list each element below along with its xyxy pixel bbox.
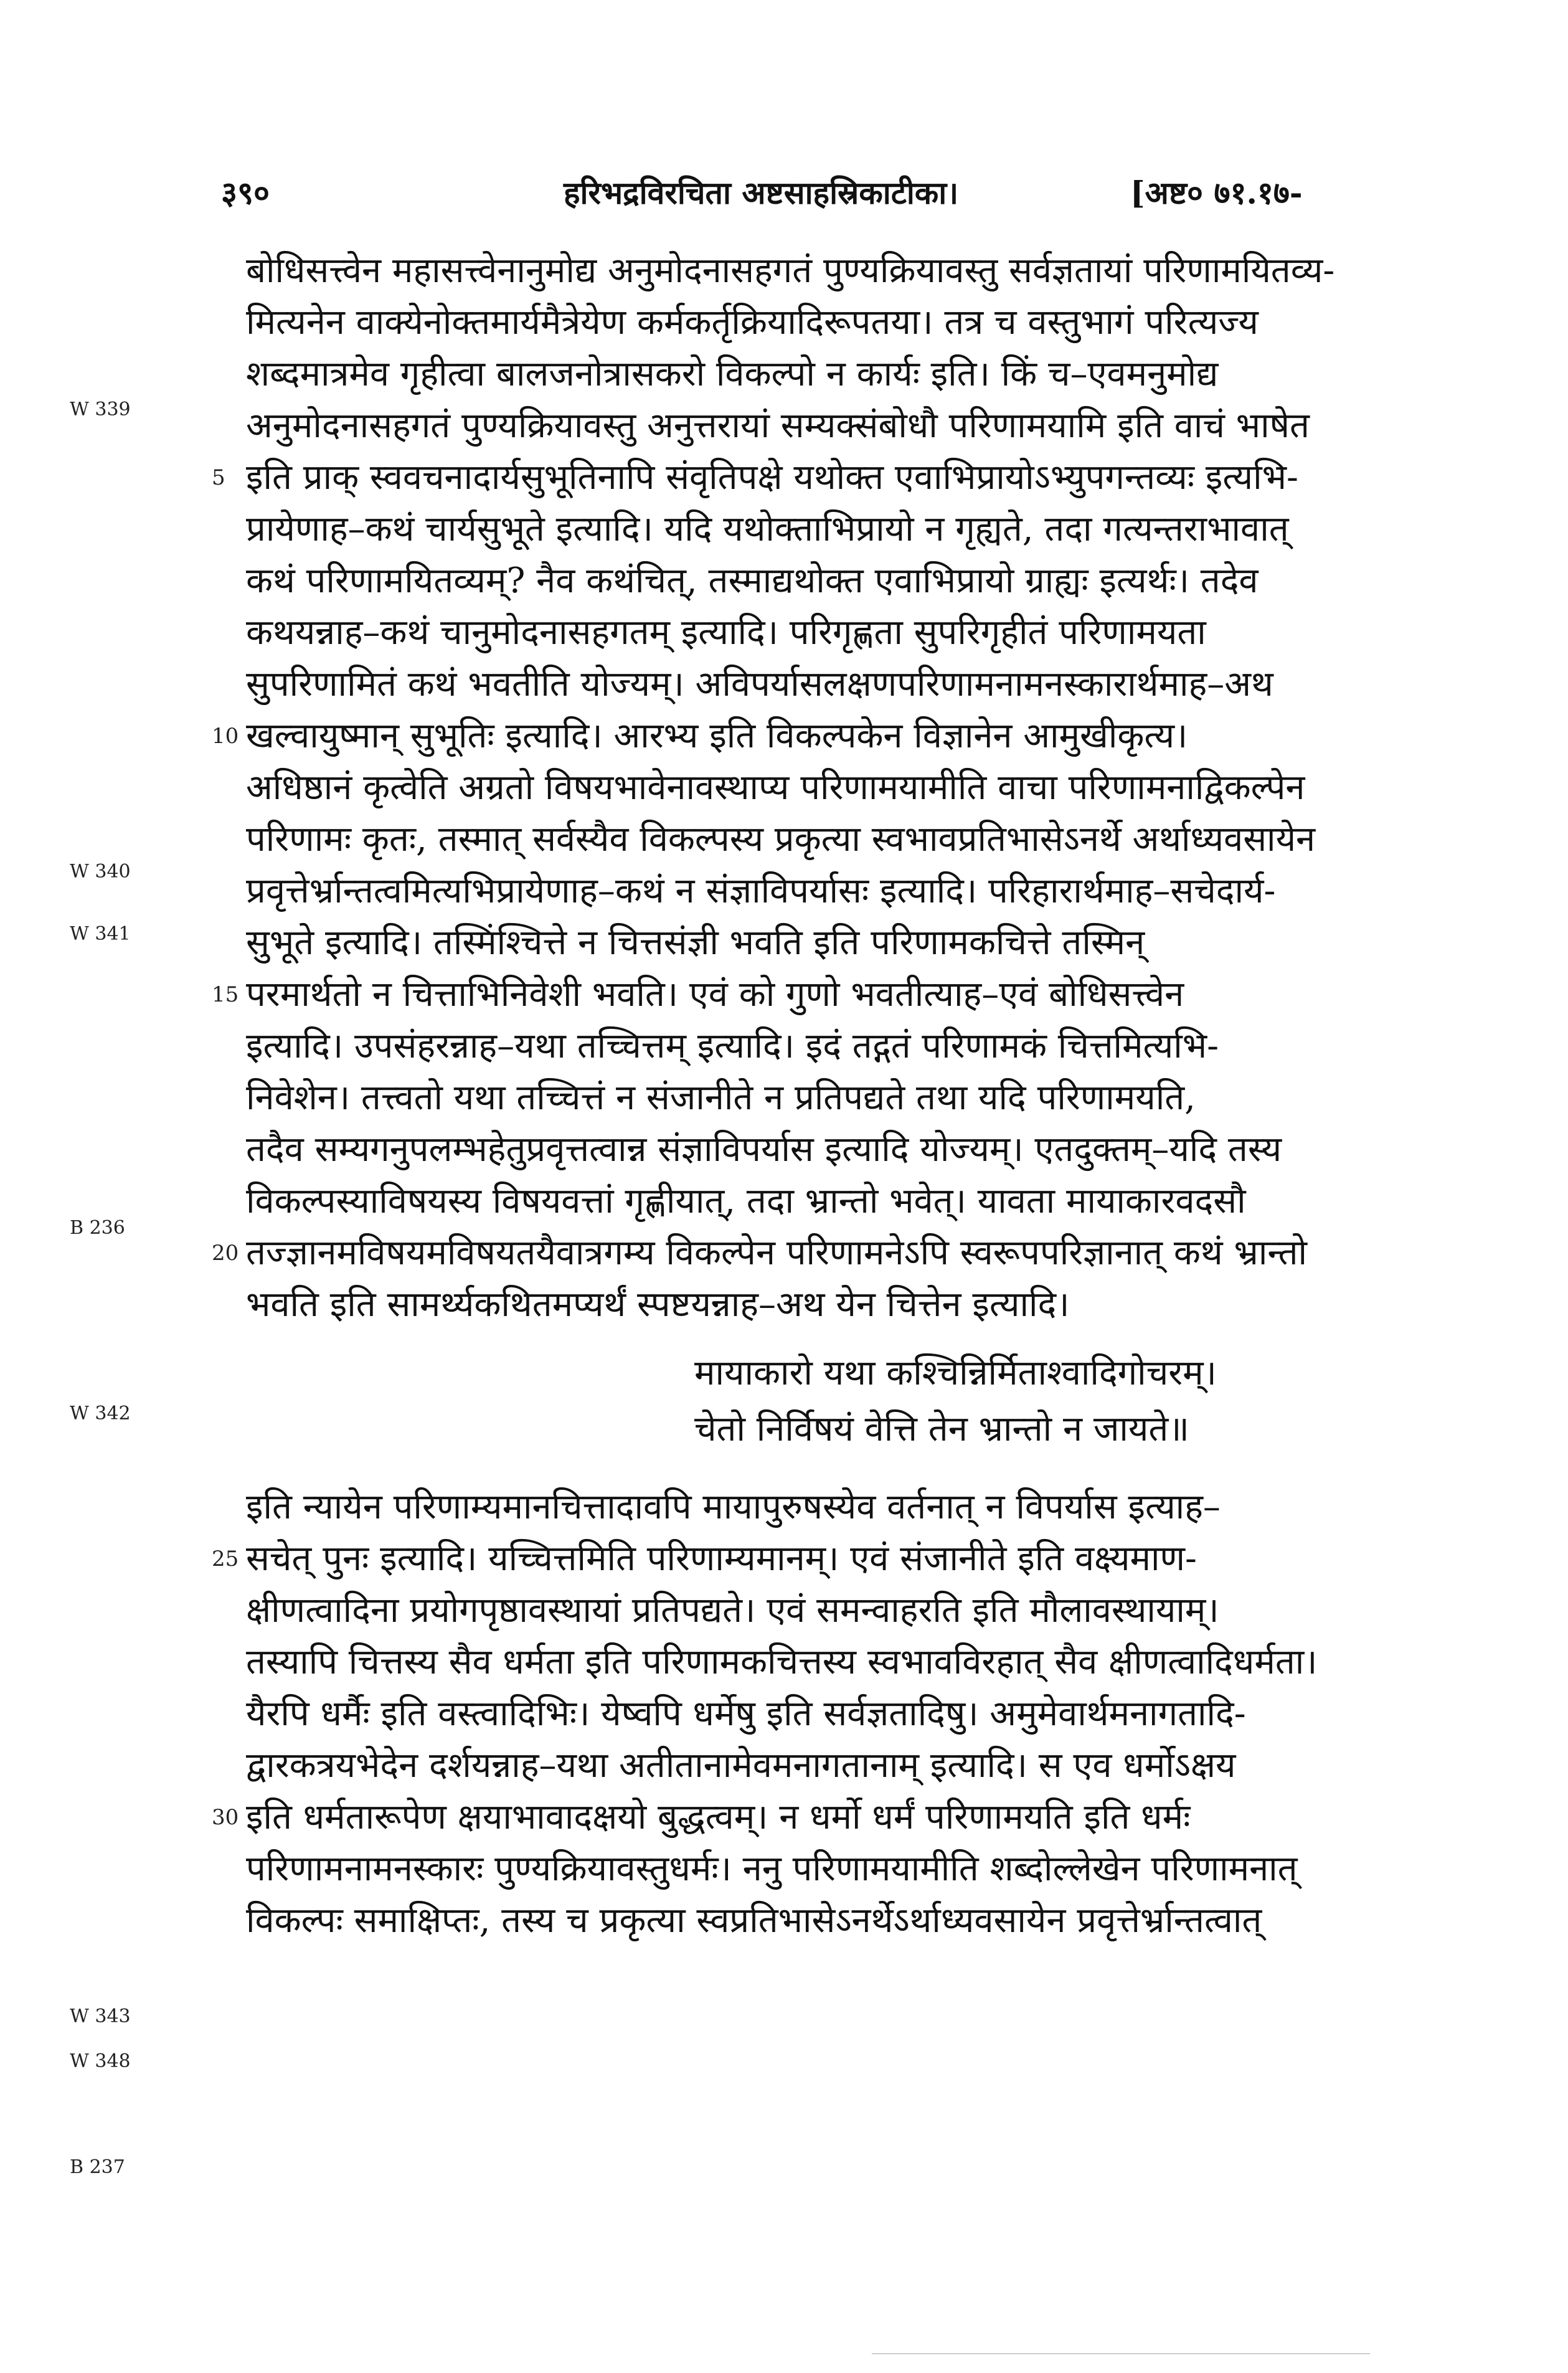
line-number: 30 [212, 1805, 239, 1830]
margin-ref: B 236 [70, 1217, 125, 1239]
text-line: अधिष्ठानं कृत्वेति अग्रतो विषयभावेनावस्थाप्य परिणामयामीति वाचा परिणामनाद्विकल्पेन [246, 767, 1305, 808]
margin-ref: W 343 [70, 2006, 131, 2027]
text-line: परिणामः कृतः, तस्मात् सर्वस्यैव विकल्पस्य प्रकृत्या स्वभावप्रतिभासेऽनर्थे अर्थाध्यवसायेन [246, 819, 1316, 860]
section-reference: [अष्ट० ७१.१७- [1130, 174, 1303, 211]
text-line [212, 708, 1435, 764]
margin-ref: W 340 [70, 861, 131, 883]
line-number: 25 [212, 1546, 239, 1571]
line-number: 20 [212, 1241, 239, 1266]
line-number: 10 [212, 724, 239, 749]
text-line: अनुमोदनासहगतं पुण्यक्रियावस्तु अनुत्तरायां सम्यक्संबोधौ परिणामयामि इति वाचं भाषेत [246, 405, 1310, 446]
text-line-content: खल्वायुष्मान् सुभूतिः इत्यादि। आरभ्य इति विकल्पकेन विज्ञानेन आमुखीकृत्य। [246, 716, 1188, 756]
line-number: 5 [212, 465, 225, 490]
text-line: मित्यनेन वाक्येनोक्तमार्यमैत्रेयेण कर्मकर्तृक्रियादिरूपतया। तत्र च वस्तुभागं परित्यज्य [246, 302, 1259, 343]
text-line: प्रायेणाह–कथं चार्यसुभूते इत्यादि। यदि यथोक्ताभिप्रायो न गृह्यते, तदा गत्यन्तराभावात् [246, 509, 1289, 549]
text-line: इत्यादि। उपसंहरन्नाह–यथा तच्चित्तम् इत्यादि। इदं तद्गतं परिणामकं चित्तमित्यभि- [246, 1026, 1219, 1066]
text-line [212, 1225, 1435, 1281]
text-line: परिणामनामनस्कारः पुण्यक्रियावस्तुधर्मः। ननु परिणामयामीति शब्दोल्लेखेन परिणामनात् [246, 1849, 1298, 1889]
text-line: कथं परिणामयितव्यम्? नैव कथंचित्, तस्माद्यथोक्त एवाभिप्रायो ग्राह्यः इत्यर्थः। तदेव [246, 561, 1259, 601]
text-line: सुपरिणामितं कथं भवतीति योज्यम्। अविपर्यासलक्षणपरिणामनामनस्कारार्थमाह–अथ [246, 664, 1273, 704]
text-line-content: इति धर्मतारूपेण क्षयाभावादक्षयो बुद्धत्वम्। न धर्मो धर्मं परिणामयति इति धर्मः [246, 1797, 1191, 1837]
margin-ref: W 339 [70, 399, 131, 420]
text-line: सुभूते इत्यादि। तस्मिंश्चित्ते न चित्तसंज्ञी भवति इति परिणामकचित्ते तस्मिन् [246, 922, 1145, 963]
verse-line: मायाकारो यथा कश्चिन्निर्मिताश्वादिगोचरम्। [694, 1353, 1217, 1393]
text-line: तदैव सम्यगनुपलम्भहेतुप्रवृत्तत्वान्न संज्ञाविपर्यास इत्यादि योज्यम्। एतदुक्तम्–यदि तस्य [246, 1129, 1282, 1170]
bottom-rule [872, 2353, 1370, 2354]
text-line [212, 1531, 1435, 1587]
text-line: प्रवृत्तेर्भ्रान्तत्वमित्यभिप्रायेणाह–कथं न संज्ञाविपर्यासः इत्यादि। परिहारार्थमाह–सचेदार्य- [246, 871, 1276, 911]
text-line-content: सचेत् पुनः इत्यादि। यच्चित्तमिति परिणाम्यमानम्। एवं संजानीते इति वक्ष्यमाण- [246, 1538, 1197, 1579]
margin-ref: W 342 [70, 1403, 131, 1424]
margin-ref: W 348 [70, 2050, 131, 2072]
margin-ref: W 341 [70, 923, 131, 945]
text-line: यैरपि धर्मैः इति वस्त्वादिभिः। येष्वपि धर्मेषु इति सर्वज्ञतादिषु। अमुमेवार्थमनागतादि- [246, 1693, 1246, 1734]
text-line: विकल्पः समाक्षिप्तः, तस्य च प्रकृत्या स्वप्रतिभासेऽनर्थेऽर्थाध्यवसायेन प्रवृत्तेर्भ्रान्तत्वात् [246, 1900, 1262, 1941]
text-line: क्षीणत्वादिना प्रयोगपृष्ठावस्थायां प्रतिपद्यते। एवं समन्वाहरति इति मौलावस्थायाम्। [246, 1590, 1219, 1631]
verse-line: चेतो निर्विषयं वेत्ति तेन भ्रान्तो न जायते॥ [694, 1409, 1189, 1449]
text-line: तस्यापि चित्तस्य सैव धर्मता इति परिणामकचित्तस्य स्वभावविरहात् सैव क्षीणत्वादिधर्मता। [246, 1642, 1318, 1682]
text-line: निवेशेन। तत्त्वतो यथा तच्चित्तं न संजानीते न प्रतिपद्यते तथा यदि परिणामयति, [246, 1078, 1196, 1118]
text-line: शब्दमात्रमेव गृहीत्वा बालजनोत्रासकरो विकल्पो न कार्यः इति। किं च–एवमनुमोद्य [246, 354, 1219, 394]
text-line: इति न्यायेन परिणाम्यमानचित्तादावपि मायापुरुषस्येव वर्तनात् न विपर्यास इत्याह– [246, 1487, 1221, 1527]
text-line: विकल्पस्याविषयस्य विषयवत्तां गृह्णीयात्, तदा भ्रान्तो भवेत्। यावता मायाकारवदसौ [246, 1181, 1246, 1221]
text-line-content: तज्ज्ञानमविषयमविषयतयैवात्रगम्य विकल्पेन परिणामनेऽपि स्वरूपपरिज्ञानात् कथं भ्रान्तो [246, 1233, 1308, 1273]
text-line [212, 450, 1435, 506]
text-line [212, 1789, 1435, 1845]
text-line: बोधिसत्त्वेन महासत्त्वेनानुमोद्य अनुमोदनासहगतं पुण्यक्रियावस्तु सर्वज्ञतायां परिणामयितव्य- [246, 250, 1335, 291]
text-line-content: इति प्राक् स्ववचनादार्यसुभूतिनापि संवृतिपक्षे यथोक्त एवाभिप्रायोऽभ्युपगन्तव्यः इत्यभि- [246, 457, 1298, 498]
running-title: हरिभद्रविरचिता अष्टसाहस्रिकाटीका। [564, 174, 959, 211]
page-number: ३९० [221, 174, 270, 211]
running-header [221, 167, 1429, 217]
text-line: द्वारकत्रयभेदेन दर्शयन्नाह–यथा अतीतानामेवमनागतानाम् इत्यादि। स एव धर्मोऽक्षय [246, 1745, 1236, 1786]
margin-ref: B 237 [70, 2156, 125, 2178]
text-line-content: परमार्थतो न चित्ताभिनिवेशी भवति। एवं को गुणो भवतीत्याह–एवं बोधिसत्त्वेन [246, 974, 1184, 1015]
line-number: 15 [212, 982, 239, 1007]
text-line [212, 967, 1435, 1023]
text-line: भवति इति सामर्थ्यकथितमप्यर्थं स्पष्टयन्नाह–अथ येन चित्तेन इत्यादि। [246, 1284, 1070, 1325]
text-line: कथयन्नाह–कथं चानुमोदनासहगतम् इत्यादि। परिगृह्णता सुपरिगृहीतं परिणामयता [246, 612, 1206, 653]
